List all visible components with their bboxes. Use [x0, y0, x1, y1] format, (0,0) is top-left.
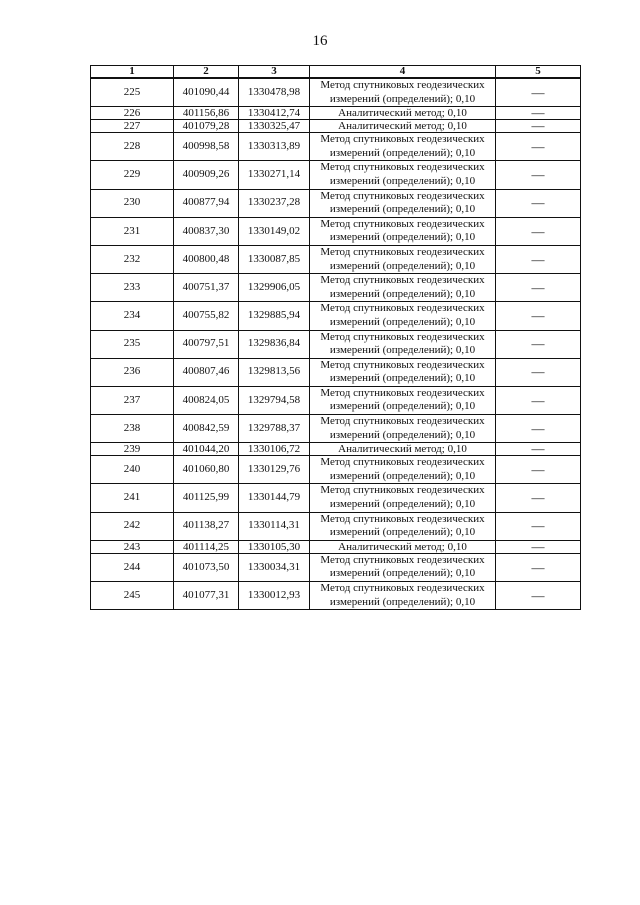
table-row: [91, 415, 581, 443]
method-cell: Метод спутниковых геодезических измерений (определений); 0,10: [310, 161, 496, 189]
table-row: [91, 443, 581, 456]
y-coordinate-cell: 1330313,89: [239, 133, 310, 161]
note-cell: —: [496, 274, 581, 302]
y-coordinate-cell: 1330012,93: [239, 582, 310, 610]
method-cell: Метод спутниковых геодезических измерений (определений); 0,10: [310, 217, 496, 245]
method-cell: Метод спутниковых геодезических измерений (определений); 0,10: [310, 415, 496, 443]
method-cell: Метод спутниковых геодезических измерений (определений); 0,10: [310, 456, 496, 484]
y-coordinate-cell: 1330034,31: [239, 553, 310, 581]
x-coordinate-cell: 401079,28: [174, 120, 239, 133]
table-row: [91, 456, 581, 484]
method-cell: Метод спутниковых геодезических измерений (определений); 0,10: [310, 553, 496, 581]
point-number-cell: 225: [91, 78, 174, 107]
point-number-cell: 226: [91, 107, 174, 120]
note-cell: —: [496, 330, 581, 358]
note-cell: —: [496, 245, 581, 273]
point-number-cell: 241: [91, 484, 174, 512]
page-number: 16: [312, 33, 328, 49]
x-coordinate-cell: 401077,31: [174, 582, 239, 610]
table-header-row: [91, 66, 581, 79]
note-cell: —: [496, 217, 581, 245]
x-coordinate-cell: 400807,46: [174, 358, 239, 386]
x-coordinate-cell: 401060,80: [174, 456, 239, 484]
point-number-cell: 245: [91, 582, 174, 610]
x-coordinate-cell: 400751,37: [174, 274, 239, 302]
note-cell: —: [496, 540, 581, 553]
x-coordinate-cell: 400837,30: [174, 217, 239, 245]
table-row: [91, 120, 581, 133]
method-cell: Метод спутниковых геодезических измерений (определений); 0,10: [310, 189, 496, 217]
table-row: [91, 133, 581, 161]
method-cell: Метод спутниковых геодезических измерений (определений); 0,10: [310, 245, 496, 273]
method-cell: Метод спутниковых геодезических измерений (определений); 0,10: [310, 133, 496, 161]
x-coordinate-cell: 401090,44: [174, 78, 239, 107]
note-cell: —: [496, 161, 581, 189]
point-number-cell: 238: [91, 415, 174, 443]
column-header-2: 2: [174, 66, 239, 79]
y-coordinate-cell: 1330144,79: [239, 484, 310, 512]
x-coordinate-cell: 400998,58: [174, 133, 239, 161]
x-coordinate-cell: 401125,99: [174, 484, 239, 512]
point-number-cell: 233: [91, 274, 174, 302]
method-cell: Аналитический метод; 0,10: [310, 540, 496, 553]
note-cell: —: [496, 553, 581, 581]
column-header-1: 1: [91, 66, 174, 79]
table-row: [91, 484, 581, 512]
column-header-5: 5: [496, 66, 581, 79]
note-cell: —: [496, 443, 581, 456]
note-cell: —: [496, 358, 581, 386]
method-cell: Метод спутниковых геодезических измерений (определений); 0,10: [310, 302, 496, 330]
y-coordinate-cell: 1329885,94: [239, 302, 310, 330]
point-number-cell: 240: [91, 456, 174, 484]
table-row: [91, 540, 581, 553]
table-row: [91, 302, 581, 330]
table-body: [91, 78, 581, 610]
note-cell: —: [496, 133, 581, 161]
x-coordinate-cell: 401138,27: [174, 512, 239, 540]
y-coordinate-cell: 1329906,05: [239, 274, 310, 302]
y-coordinate-cell: 1330237,28: [239, 189, 310, 217]
point-number-cell: 237: [91, 386, 174, 414]
y-coordinate-cell: 1330149,02: [239, 217, 310, 245]
note-cell: —: [496, 107, 581, 120]
column-header-4: 4: [310, 66, 496, 79]
x-coordinate-cell: 400800,48: [174, 245, 239, 273]
method-cell: Метод спутниковых геодезических измерений (определений); 0,10: [310, 484, 496, 512]
y-coordinate-cell: 1330129,76: [239, 456, 310, 484]
method-cell: Аналитический метод; 0,10: [310, 443, 496, 456]
x-coordinate-cell: 400824,05: [174, 386, 239, 414]
x-coordinate-cell: 400909,26: [174, 161, 239, 189]
y-coordinate-cell: 1330087,85: [239, 245, 310, 273]
point-number-cell: 234: [91, 302, 174, 330]
point-number-cell: 236: [91, 358, 174, 386]
y-coordinate-cell: 1329836,84: [239, 330, 310, 358]
y-coordinate-cell: 1330412,74: [239, 107, 310, 120]
x-coordinate-cell: 400797,51: [174, 330, 239, 358]
note-cell: —: [496, 120, 581, 133]
method-cell: Аналитический метод; 0,10: [310, 107, 496, 120]
note-cell: —: [496, 78, 581, 107]
method-cell: Метод спутниковых геодезических измерений (определений); 0,10: [310, 512, 496, 540]
column-header-3: 3: [239, 66, 310, 79]
y-coordinate-cell: 1330106,72: [239, 443, 310, 456]
x-coordinate-cell: 401073,50: [174, 553, 239, 581]
y-coordinate-cell: 1330325,47: [239, 120, 310, 133]
point-number-cell: 229: [91, 161, 174, 189]
x-coordinate-cell: 400842,59: [174, 415, 239, 443]
method-cell: Метод спутниковых геодезических измерений (определений); 0,10: [310, 78, 496, 107]
table-row: [91, 107, 581, 120]
table-row: [91, 161, 581, 189]
table-row: [91, 245, 581, 273]
x-coordinate-cell: 401044,20: [174, 443, 239, 456]
y-coordinate-cell: 1329794,58: [239, 386, 310, 414]
point-number-cell: 227: [91, 120, 174, 133]
method-cell: Метод спутниковых геодезических измерений (определений); 0,10: [310, 330, 496, 358]
note-cell: —: [496, 189, 581, 217]
table-row: [91, 582, 581, 610]
table-row: [91, 553, 581, 581]
x-coordinate-cell: 401114,25: [174, 540, 239, 553]
note-cell: —: [496, 386, 581, 414]
note-cell: —: [496, 484, 581, 512]
method-cell: Метод спутниковых геодезических измерений (определений); 0,10: [310, 386, 496, 414]
point-number-cell: 235: [91, 330, 174, 358]
y-coordinate-cell: 1330478,98: [239, 78, 310, 107]
y-coordinate-cell: 1330271,14: [239, 161, 310, 189]
table-row: [91, 512, 581, 540]
table-row: [91, 330, 581, 358]
table-row: [91, 78, 581, 107]
y-coordinate-cell: 1330114,31: [239, 512, 310, 540]
table-row: [91, 217, 581, 245]
method-cell: Метод спутниковых геодезических измерений (определений); 0,10: [310, 274, 496, 302]
note-cell: —: [496, 456, 581, 484]
x-coordinate-cell: 400755,82: [174, 302, 239, 330]
method-cell: Метод спутниковых геодезических измерений (определений); 0,10: [310, 358, 496, 386]
note-cell: —: [496, 415, 581, 443]
point-number-cell: 231: [91, 217, 174, 245]
table-row: [91, 386, 581, 414]
table-row: [91, 358, 581, 386]
method-cell: Метод спутниковых геодезических измерений (определений); 0,10: [310, 582, 496, 610]
table-row: [91, 274, 581, 302]
point-number-cell: 228: [91, 133, 174, 161]
point-number-cell: 243: [91, 540, 174, 553]
point-number-cell: 232: [91, 245, 174, 273]
note-cell: —: [496, 512, 581, 540]
point-number-cell: 244: [91, 553, 174, 581]
point-number-cell: 230: [91, 189, 174, 217]
note-cell: —: [496, 302, 581, 330]
note-cell: —: [496, 582, 581, 610]
x-coordinate-cell: 401156,86: [174, 107, 239, 120]
table-row: [91, 189, 581, 217]
y-coordinate-cell: 1330105,30: [239, 540, 310, 553]
point-number-cell: 239: [91, 443, 174, 456]
coordinates-table: [90, 65, 581, 610]
x-coordinate-cell: 400877,94: [174, 189, 239, 217]
y-coordinate-cell: 1329788,37: [239, 415, 310, 443]
point-number-cell: 242: [91, 512, 174, 540]
method-cell: Аналитический метод; 0,10: [310, 120, 496, 133]
y-coordinate-cell: 1329813,56: [239, 358, 310, 386]
